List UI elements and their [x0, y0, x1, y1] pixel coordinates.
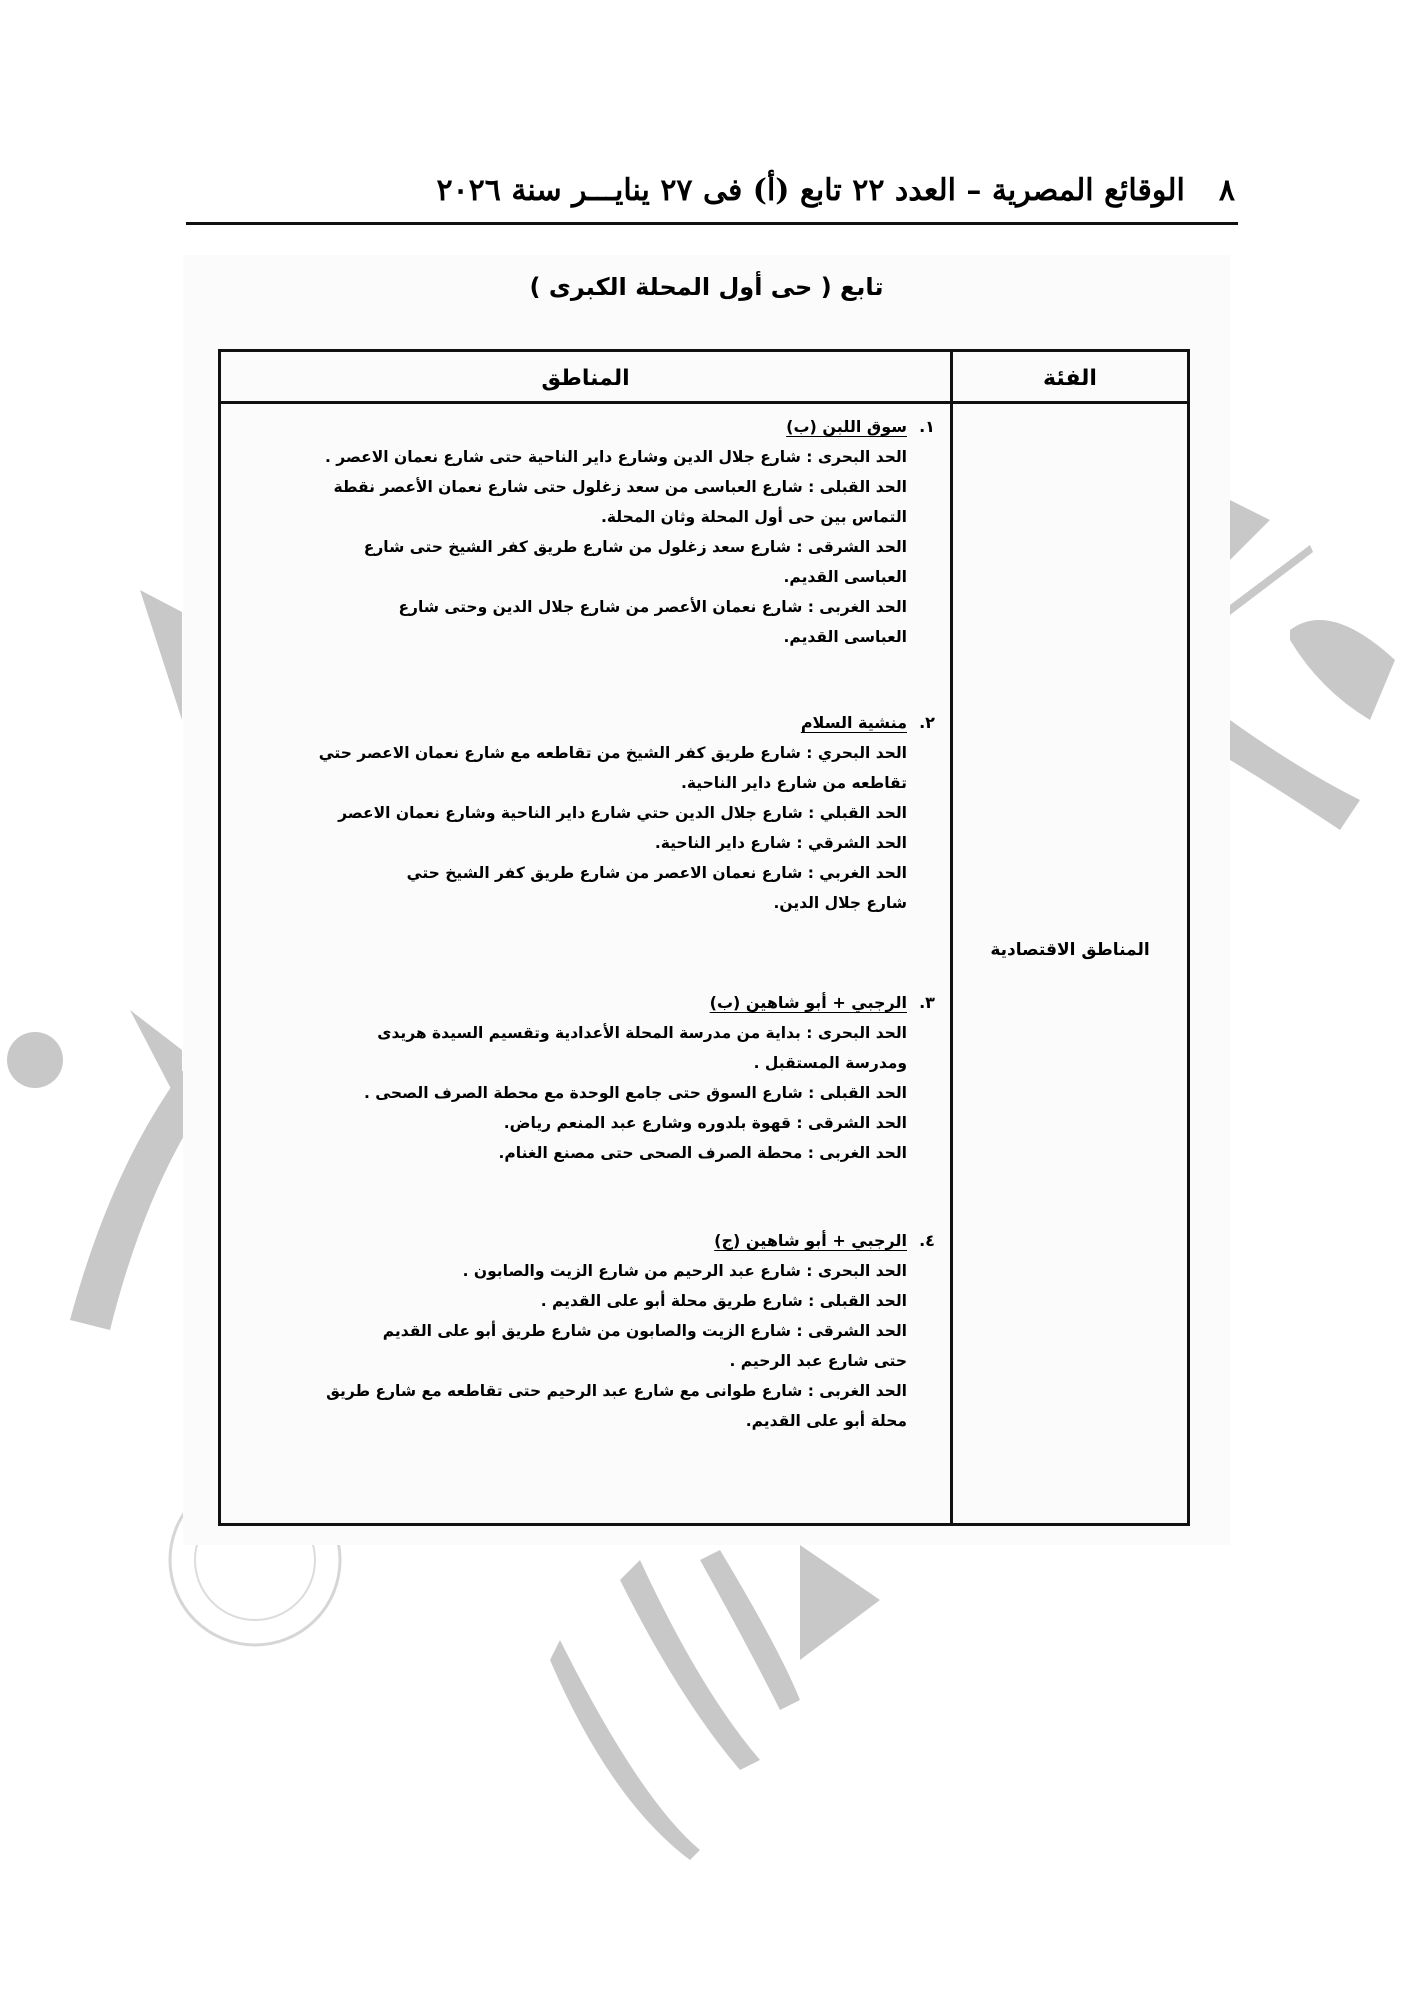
boundary-line: الحد الغربى : محطة الصرف الصحى حتى مصنع الغنام.: [498, 1144, 907, 1162]
regions-cell: [231, 408, 947, 1523]
boundary-line: الحد القبلى : شارع السوق حتى جامع الوحدة مع محطة الصرف الصحى .: [363, 1084, 907, 1102]
boundary-line: الحد البحرى : شارع جلال الدين وشارع داير الناحية حتى شارع نعمان الاعصر .: [324, 448, 907, 466]
boundary-line: الحد البحري : شارع طريق كفر الشيخ من تقاطعه مع شارع نعمان الاعصر حتي: [318, 744, 907, 762]
zone-entry: [231, 708, 947, 918]
zone-name: سوق اللبن (ب): [786, 417, 907, 436]
header-regions: المناطق: [541, 365, 630, 391]
boundary-line: الحد الغربى : شارع نعمان الأعصر من شارع جلال الدين وحتى شارع: [398, 598, 907, 616]
boundary-line: العباسى القديم.: [783, 568, 907, 586]
boundary-line: الحد الغربي : شارع نعمان الاعصر من شارع طريق كفر الشيخ حتي: [406, 864, 907, 882]
boundary-line: ومدرسة المستقبل .: [753, 1054, 907, 1072]
zone-name: الرجبي + أبو شاهين (ب): [709, 993, 907, 1012]
zone-name: الرجبي + أبو شاهين (ج): [714, 1231, 907, 1250]
boundary-line: الحد القبلى : شارع طريق محلة أبو على القديم .: [540, 1292, 907, 1310]
header-rule: [186, 222, 1238, 225]
category-cell: [953, 407, 1187, 1523]
boundary-line: الحد البحرى : شارع عبد الرحيم من شارع الزيت والصابون .: [462, 1262, 907, 1280]
gazette-title: الوقائع المصرية – العدد ٢٢ تابع (أ) فى ٢٧ ينايـــر سنة ٢٠٢٦: [436, 172, 1185, 208]
boundary-line: الحد الشرقى : قهوة بلدوره وشارع عبد المنعم رياض.: [503, 1114, 907, 1132]
zone-name: منشية السلام: [800, 713, 907, 732]
zone-entry: [231, 1226, 947, 1436]
zone-number: ٤.: [919, 1231, 935, 1250]
page-number: ٨: [1218, 172, 1235, 208]
boundary-line: حتى شارع عبد الرحيم .: [729, 1352, 907, 1370]
boundary-line: الحد الغربى : شارع طوانى مع شارع عبد الرحيم حتى تقاطعه مع شارع طريق: [326, 1382, 907, 1400]
boundary-line: التماس بين حى أول المحلة وثان المحلة.: [600, 508, 907, 526]
header-category: الفئة: [1043, 365, 1097, 391]
zone-entry: [231, 412, 947, 652]
boundary-line: الحد القبلى : شارع العباسى من سعد زغلول حتى شارع نعمان الأعصر نقطة: [333, 478, 907, 496]
boundary-line: تقاطعه من شارع داير الناحية.: [680, 774, 907, 792]
page-header: [300, 165, 1235, 215]
boundary-line: شارع جلال الدين.: [773, 894, 907, 912]
zone-number: ٣.: [919, 993, 935, 1012]
boundary-line: العباسى القديم.: [783, 628, 907, 646]
boundary-line: الحد الشرقى : شارع الزيت والصابون من شارع طريق أبو على القديم: [382, 1322, 907, 1340]
zone-number: ٢.: [919, 713, 935, 732]
boundary-line: محلة أبو على القديم.: [745, 1412, 907, 1430]
boundary-line: الحد البحرى : بداية من مدرسة المحلة الأعدادية وتقسيم السيدة هريدى: [377, 1024, 907, 1042]
zone-entry: [231, 988, 947, 1168]
zones-table: [218, 349, 1190, 1526]
zone-number: ١.: [919, 417, 935, 436]
boundary-line: الحد الشرقى : شارع سعد زغلول من شارع طريق كفر الشيخ حتى شارع: [363, 538, 907, 556]
category-value: المناطق الاقتصادية: [990, 940, 1150, 960]
boundary-line: الحد الشرقي : شارع داير الناحية.: [654, 834, 907, 852]
section-title: تابع ( حى أول المحلة الكبرى ): [529, 273, 884, 301]
boundary-line: الحد القبلي : شارع جلال الدين حتي شارع داير الناحية وشارع نعمان الاعصر: [338, 804, 907, 822]
